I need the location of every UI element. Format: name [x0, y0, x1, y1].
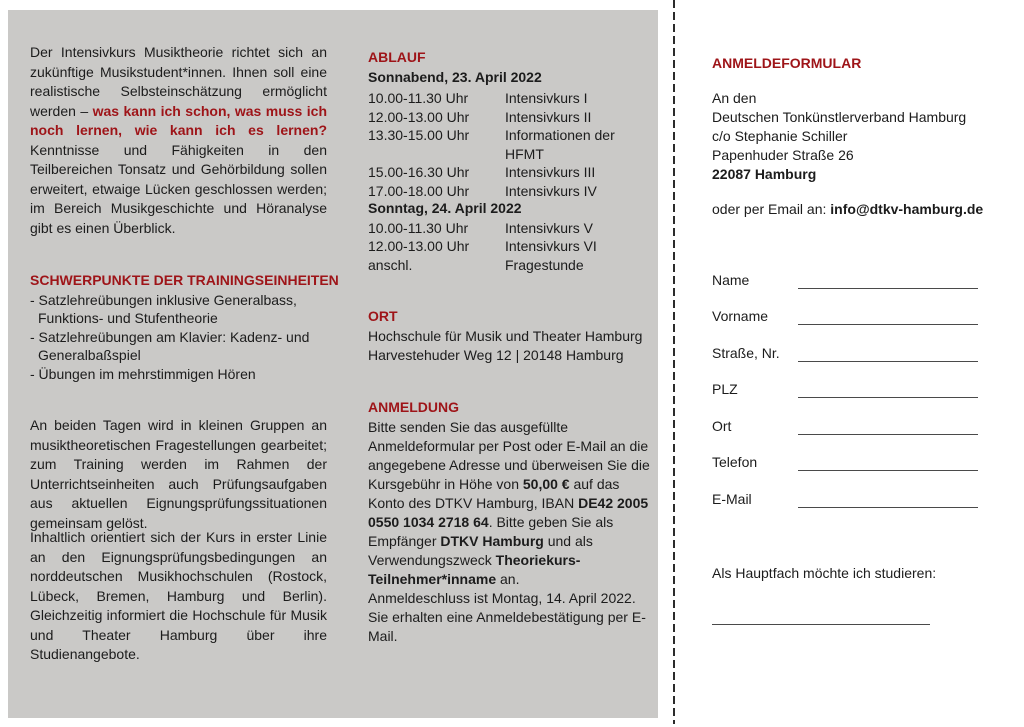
- registration-text: . Bitte geben Sie als Empfänger: [368, 513, 614, 549]
- group-work-paragraph: An beiden Tagen wird in kleinen Gruppen an musiktheoretischen Fragestellungen gearbeitet; zum Training werden im Rahmen der Unterrichtseinheiten auch Prüfungsaufgaben aus aktuellen Eignungsprüfungssituationen gemeinsam gelöst.: [30, 417, 327, 531]
- schedule-row: [368, 163, 655, 182]
- registration-form-fields: [712, 252, 978, 508]
- email-address: info@dtkv-hamburg.de: [830, 201, 984, 217]
- address-line: An den: [712, 90, 757, 106]
- ort-field-label: Ort: [712, 417, 732, 434]
- form-row: [712, 435, 978, 472]
- postal-address-block: [712, 89, 985, 184]
- schedule-activity: Intensivkurs II: [505, 108, 592, 125]
- schedule-activity: Intensivkurs III: [505, 164, 596, 180]
- address-line: c/o Stephanie Schiller: [712, 128, 848, 144]
- schedule-row: [368, 108, 655, 127]
- iban-number: DE42 2005 0550 1034 2718 64: [368, 494, 649, 530]
- focus-section: [30, 271, 339, 383]
- schedule-activity: Intensivkurs VI: [505, 238, 597, 254]
- schedule-time: 12.00-13.00 Uhr: [368, 238, 470, 254]
- intro-highlight-text: was kann ich schon, was muss ich noch lernen, wie kann ich es lernen?: [30, 102, 327, 138]
- form-row: [712, 289, 978, 326]
- course-fee: 50,00 €: [522, 475, 570, 492]
- anmeldung-heading: ANMELDUNG: [368, 399, 459, 415]
- intro-text-part2: Kenntnisse und Fähigkeiten in den Teilbereichen Tonsatz und Gehörbildung sollen erweitert, etwaige Lücken geschlossen werden; im Bereich Musikgeschichte und Höranalyse gibt es einen Überblick.: [30, 141, 327, 236]
- form-row: [712, 398, 978, 435]
- day1-rows: [368, 89, 655, 200]
- email-field-line[interactable]: [798, 506, 978, 508]
- orientation-paragraph: Inhaltlich orientiert sich der Kurs in erster Linie an den Eignungsprüfungsbedingungen an norddeutschen Musikhochschulen (Rostock, Lübeck, Bremen, Hamburg und Berlin). Gleichzeitig informiert die Hochschule für Musik und Theater Hamburg über ihre Studienangebote.: [30, 529, 327, 662]
- form-row: [712, 325, 978, 362]
- registration-paragraph: [368, 418, 657, 589]
- location-name: Hochschule für Musik und Theater Hamburg: [368, 327, 643, 344]
- schedule-time: 12.00-13.00 Uhr: [368, 108, 470, 125]
- deadline-text: Anmeldeschluss ist Montag, 14. April 2022. Sie erhalten eine Anmeldebestätigung per E-Mail.: [368, 589, 646, 644]
- intro-text-part1: Der Intensivkurs Musiktheorie richtet sich an zukünftige Musikstudent*innen. Ihnen soll eine realistische Selbsteinschätzung ermöglicht werden –: [30, 44, 327, 119]
- email-field-label: E-Mail: [712, 490, 752, 507]
- dashed-cut-line: [672, 0, 676, 724]
- focus-list-item: - Satzlehreübungen am Klavier: Kadenz- und Generalbaßspiel: [30, 328, 310, 363]
- major-subject-block: [712, 564, 985, 625]
- name-field-line[interactable]: [798, 287, 978, 289]
- registration-text: Bitte senden Sie das ausgefüllte Anmeldeformular per Post oder E-Mail an die angegebene Adresse und überweisen Sie die Kursgebühr in Höhe von: [368, 418, 650, 492]
- email-prefix: oder per Email an:: [712, 201, 831, 217]
- telefon-field-label: Telefon: [712, 454, 758, 470]
- registration-text: an.: [496, 570, 520, 587]
- schedule-activity: Intensivkurs IV: [505, 182, 597, 199]
- schedule-row: [368, 219, 655, 238]
- email-line: [712, 200, 985, 219]
- focus-list-item: - Satzlehreübungen inklusive Generalbass, Funktions- und Stufentheorie: [30, 291, 297, 326]
- day2-rows: [368, 219, 655, 275]
- schedule-time: 13.30-15.00 Uhr: [368, 127, 470, 143]
- ort-heading: ORT: [368, 308, 398, 324]
- strasse-field-line[interactable]: [798, 360, 978, 362]
- schedule-time: 17.00-18.00 Uhr: [368, 182, 470, 199]
- location-address: Harvestehuder Weg 12 | 20148 Hamburg: [368, 346, 624, 363]
- focus-list-item: - Übungen im mehrstimmigen Hören: [30, 365, 256, 382]
- schedule-section: [368, 48, 655, 200]
- strasse-field-label: Straße, Nr.: [712, 344, 780, 361]
- schedule-row: [368, 256, 655, 275]
- plz-field-label: PLZ: [712, 381, 738, 397]
- payment-purpose: Theoriekurs-Teilnehmer*inname: [368, 551, 581, 587]
- focus-heading: SCHWERPUNKTE DER TRAININGSEINHEITEN: [30, 272, 339, 288]
- schedule-activity: Informationen der HFMT: [505, 127, 615, 162]
- intro-paragraph: [30, 43, 327, 238]
- major-subject-prompt: Als Hauptfach möchte ich studieren:: [712, 565, 937, 581]
- anmeldeformular-heading: ANMELDEFORMULAR: [712, 55, 862, 71]
- form-row: [712, 362, 978, 399]
- form-row: [712, 252, 978, 289]
- schedule-time: 10.00-11.30 Uhr: [368, 90, 469, 106]
- registration-text: und als Verwendungszweck: [368, 532, 593, 568]
- schedule-row: [368, 89, 655, 108]
- schedule-time: 10.00-11.30 Uhr: [368, 219, 469, 236]
- schedule-activity: Intensivkurs I: [505, 90, 588, 106]
- major-subject-field-line[interactable]: [712, 623, 930, 625]
- address-city: 22087 Hamburg: [712, 166, 817, 182]
- registration-text: auf das Konto des DTKV Hamburg, IBAN: [368, 475, 620, 511]
- schedule-row: [368, 182, 655, 201]
- address-line: Papenhuder Straße 26: [712, 147, 854, 163]
- vorname-field-line[interactable]: [798, 323, 978, 325]
- day2-title: Sonntag, 24. April 2022: [368, 200, 522, 216]
- schedule-row: [368, 237, 655, 256]
- ablauf-heading: ABLAUF: [368, 49, 426, 65]
- day1-title: Sonnabend, 23. April 2022: [368, 68, 542, 85]
- ort-field-line[interactable]: [798, 433, 978, 435]
- telefon-field-line[interactable]: [798, 469, 978, 471]
- dashed-cut-line-icon: [672, 0, 676, 724]
- vorname-field-label: Vorname: [712, 308, 769, 324]
- schedule-time: anschl.: [368, 256, 413, 273]
- schedule-activity: Fragestunde: [505, 256, 584, 273]
- location-section: [368, 307, 655, 365]
- address-line: Deutschen Tonkünstlerverband Hamburg: [712, 109, 967, 125]
- plz-field-line[interactable]: [798, 396, 978, 398]
- day2-section: [368, 199, 655, 274]
- registration-section: [368, 398, 657, 646]
- schedule-row: [368, 126, 655, 163]
- name-field-label: Name: [712, 271, 750, 288]
- recipient-name: DTKV Hamburg: [440, 532, 544, 549]
- schedule-time: 15.00-16.30 Uhr: [368, 164, 470, 180]
- form-row: [712, 471, 978, 508]
- schedule-activity: Intensivkurs V: [505, 219, 593, 236]
